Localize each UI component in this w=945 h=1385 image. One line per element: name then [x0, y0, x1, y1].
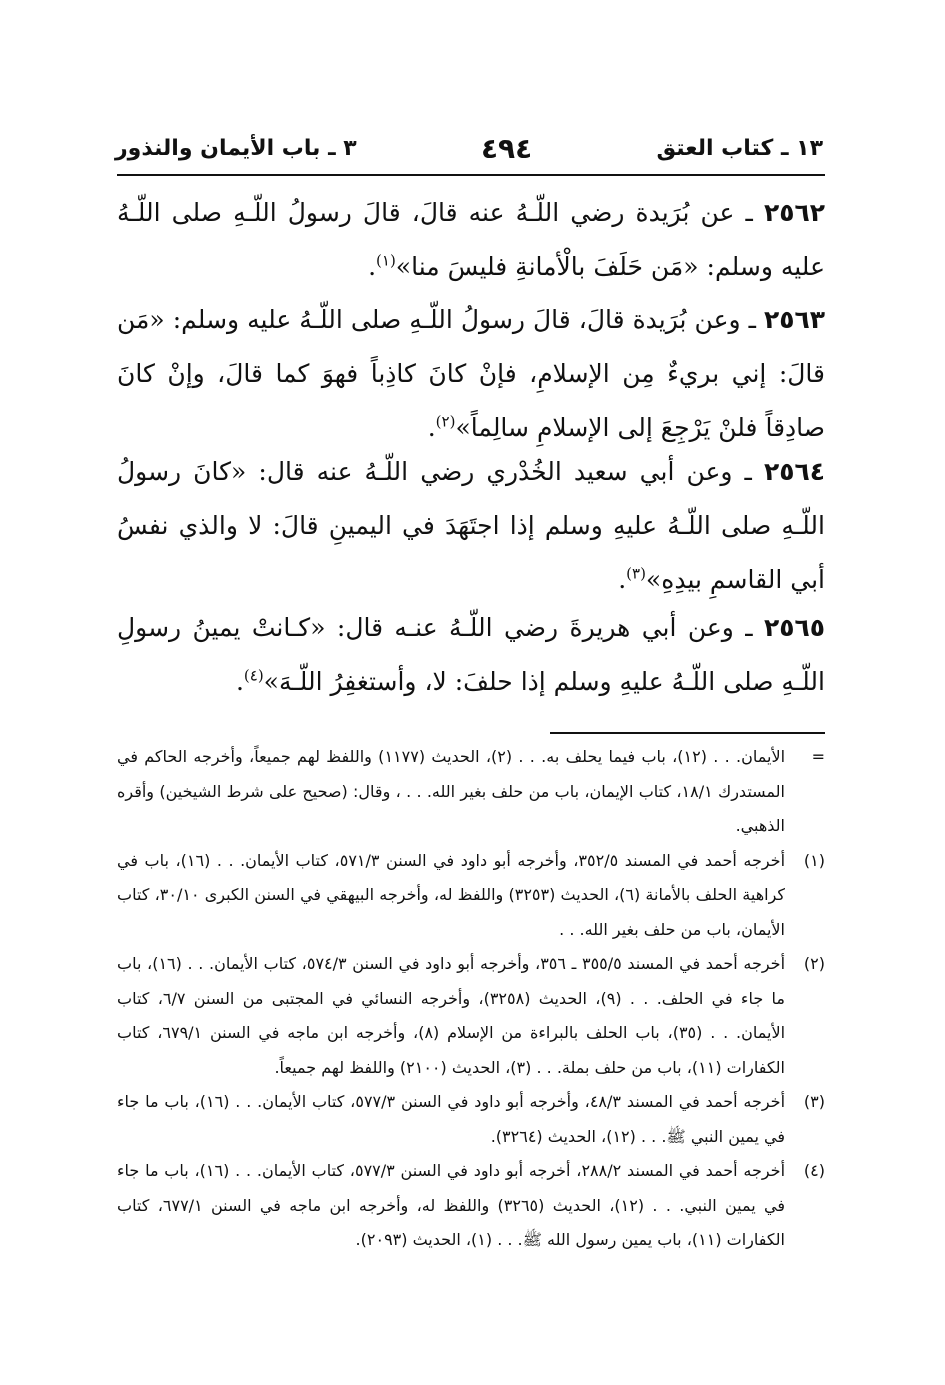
section-title: ٣ ـ باب الأيمان والنذور — [115, 135, 357, 161]
hadith-2563 — [117, 293, 825, 455]
footnote-mark: (٣) — [803, 1092, 825, 1111]
footnote-ref: (٤) — [243, 666, 264, 685]
footnote-mark: (٤) — [803, 1161, 825, 1180]
footnote-3 — [117, 1085, 825, 1154]
footnote-4 — [117, 1154, 825, 1258]
hadith-text: ـ عن بُرَيدة رضي اللّـهُ عنه قالَ، قالَ رسولُ اللّـهِ صلى اللّـهُ عليه وسلم: «مَن حَلَفَ بالْأمانةِ فليسَ منا» — [117, 198, 825, 281]
footnote-mark: = — [811, 747, 825, 766]
hadith-text: ـ وعن أبي سعيد الخُدْري رضي اللّـهُ عنه قال: «كانَ رسولُ اللّـهِ صلى اللّـهُ عليهِ وسلم إذا اجتَهَدَ في اليمينِ قالَ: لا والذي نفسُ أبي القاسمِ بيدِهِ» — [117, 457, 825, 594]
page-number: ٤٩٤ — [480, 131, 533, 165]
footnote-rule — [550, 732, 825, 734]
footnote-continued — [117, 740, 825, 844]
hadith-tail: . — [618, 565, 627, 594]
hadith-2565 — [117, 601, 825, 709]
footnote-ref: (١) — [376, 251, 396, 270]
chapter-title: ١٣ ـ كتاب العتق — [656, 135, 823, 161]
footnotes — [117, 740, 825, 1258]
hadith-text: ـ وعن بُرَيدة قالَ، قالَ رسولُ اللّـهِ صلى اللّـهُ عليه وسلم: «مَن قالَ: إني بريءٌ مِن الإسلامِ، فإنْ كانَ كاذِباً فهوَ كما قالَ، وإنْ كانَ صادِقاً فلنْ يَرْجِعَ إلى الإسلامِ سالِماً» — [117, 305, 825, 442]
hadith-2564 — [117, 445, 825, 607]
hadith-text: ـ وعن أبي هريرةَ رضي اللّـهُ عنـه قال: «كـانتْ يمينُ رسولِ اللّـهِ صلى اللّـهُ عليهِ وسلم إذا حلفَ: لا، وأستغفِرُ اللّـهَ» — [117, 613, 825, 696]
footnote-1 — [117, 844, 825, 948]
hadith-tail: . — [368, 252, 377, 281]
footnote-text: أخرجه أحمد في المسند ٣٥٢/٥، وأخرجه أبو داود في السنن ٥٧١/٣، كتاب الأيمان. . . (١٦)، باب في كراهية الحلف بالأمانة (٦)، الحديث (٣٢٥٣) واللفظ له، وأخرجه البيهقي في السنن الكبرى ٣٠/١٠، كتاب الأيمان، باب من حلف بغير الله. . . — [117, 850, 786, 939]
hadith-number: ٢٥٦٥ — [763, 613, 825, 642]
footnote-ref: (٣) — [626, 564, 646, 583]
footnote-text: أخرجه أحمد في المسند ٣٥٥/٥ ـ ٣٥٦، وأخرجه أبو داود في السنن ٥٧٤/٣، كتاب الأيمان. . . (١٦)، باب ما جاء في الحلف. . . (٩)، الحديث (٣٢٥٨)، وأخرجه النسائي في المجتبى من السنن ٦/٧، كتاب الأيمان. . . (٣٥)، باب الحلف بالبراءة من الإسلام (٨)، وأخرجه ابن ماجه في السنن ٦٧٩/١، كتاب الكفارات (١١)، باب من حلف بملة. . . (٣)، الحديث (٢١٠٠) واللفظ لهم جميعاً. — [117, 954, 786, 1077]
footnote-mark: (٢) — [803, 954, 825, 973]
footnote-mark: (١) — [803, 850, 825, 870]
footnote-2 — [117, 947, 825, 1085]
hadith-number: ٢٥٦٤ — [763, 457, 825, 486]
hadith-number: ٢٥٦٢ — [763, 198, 825, 227]
hadith-tail: . — [235, 667, 244, 696]
running-header — [115, 128, 823, 168]
footnote-text: أخرجه أحمد في المسند ٤٨/٣، وأخرجه أبو داود في السنن ٥٧٧/٣، كتاب الأيمان. . . (١٦)، باب ما جاء في يمين النبي ﷺ. . . (١٢)، الحديث (٣٢٦٤). — [117, 1092, 786, 1146]
header-rule — [117, 174, 825, 176]
footnote-text: أخرجه أحمد في المسند ٢٨٨/٢، أخرجه أبو داود في السنن ٥٧٧/٣، كتاب الأيمان. . . (١٦)، باب ما جاء في يمين النبي. . . (١٢)، الحديث (٣٢٦٥) واللفظ له، وأخرجه ابن ماجه في السنن ٦٧٧/١، كتاب الكفارات (١١)، باب يمين رسول الله ﷺ. . . (١)، الحديث (٢٠٩٣). — [117, 1161, 786, 1249]
hadith-tail: . — [427, 413, 436, 442]
footnote-ref: (٢) — [435, 412, 456, 431]
footnote-text: الأيمان. . . (١٢)، باب فيما يحلف به. . . (٢)، الحديث (١١٧٧) واللفظ لهم جميعاً، وأخرجه الحاكم في المستدرك ١٨/١، كتاب الإيمان، باب من حلف بغير الله. . . ، وقال: (صحيح على شرط الشيخين) وأقره الذهبي. — [117, 747, 786, 835]
hadith-number: ٢٥٦٣ — [763, 305, 825, 334]
hadith-2562 — [117, 186, 825, 294]
